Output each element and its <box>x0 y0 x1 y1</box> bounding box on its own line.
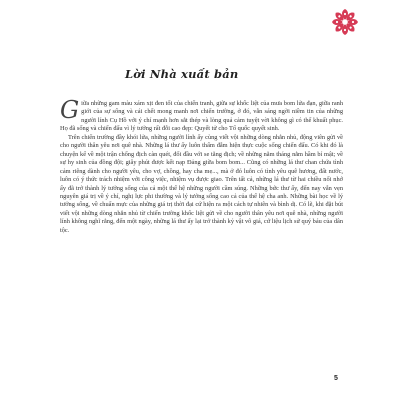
paragraph-2 <box>60 134 343 235</box>
body-text <box>60 96 343 235</box>
paragraph-1-text: iữa những gam màu xám xịt đen tối của chiến tranh, giữa sự khốc liệt của mưa bom lửa đạn, giữa ranh giới của sự sống và cái chết mong manh nơi chiến trường, ở đó, vẫn sáng ngời niềm tin của những người lính Cụ Hồ với ý chí mạnh hơn sắt thép và lòng quả cảm tuyệt vời không gì có thể khuất phục. Họ đã sống và chiến đấu vì lý tưởng rất đỗi cao đẹp: Quyết tử cho Tổ quốc quyết sinh. <box>60 100 343 133</box>
ornament-center <box>342 19 347 24</box>
drop-cap: G <box>60 96 80 124</box>
page-number: 5 <box>334 375 338 382</box>
floral-ornament-icon <box>331 8 359 36</box>
paragraph-2-text: Trên chiến trường đầy khói lửa, những người lính ấy cùng viết vội những dòng nhắn nhủ, động viên gửi về cho người thân yêu nơi quê nhà. Những lá thư ấy luôn thấm đẫm hiện thực cuộc sống chiến đấu. Có khi đó là chuyện kể về một trận chống địch càn quét, đối đầu với se tăng địch; về những năm tháng nằm hầm bí mật; về sự hy sinh của đồng đội; giây phút được kết nạp Đảng giữa bom bom... Cũng có những lá thư chan chứa tình cảm riêng dành cho người yêu, cho vợ, chồng, hay cha mẹ..., mà ở đó luôn có tình yêu quê hương, đất nước, luôn có ý thức trách nhiệm với công việc, nhiệm vụ được giao. Trên tất cả, những lá thư từ hai chiều nối nhớ ấy đã trở thành lý tưởng sống của cả một thế hệ những người cầm súng. Những bức thư ấy, đến nay vẫn vẹn nguyên giá trị về ý chí, nghị lực phi thường và lý tưởng sống cao cả của thế hệ cha anh. Những bài học về lý tưởng sống, về chuẩn mực của những giá trị thời đại cứ hiện ra một cách tự nhiên và bình dị. Có lẽ, khi đặt bút viết vội những dòng nhắn nhủ từ chiến trường khốc liệt gửi về cho người thân yêu nơi quê nhà, những người lính không nghĩ rằng, đến một ngày, những lá thư ấy lại trở thành kỷ vật vô giá, cứ liệu lịch sử quý báu của dân tộc. <box>60 133 343 234</box>
ornament-petal-dot <box>352 21 354 23</box>
paragraph-1 <box>60 96 343 134</box>
ornament-petal-dot <box>344 29 346 31</box>
ornament-petal-dot <box>336 21 338 23</box>
page-heading: Lời Nhà xuất bản <box>125 67 239 81</box>
ornament-petal-dot <box>344 13 346 15</box>
